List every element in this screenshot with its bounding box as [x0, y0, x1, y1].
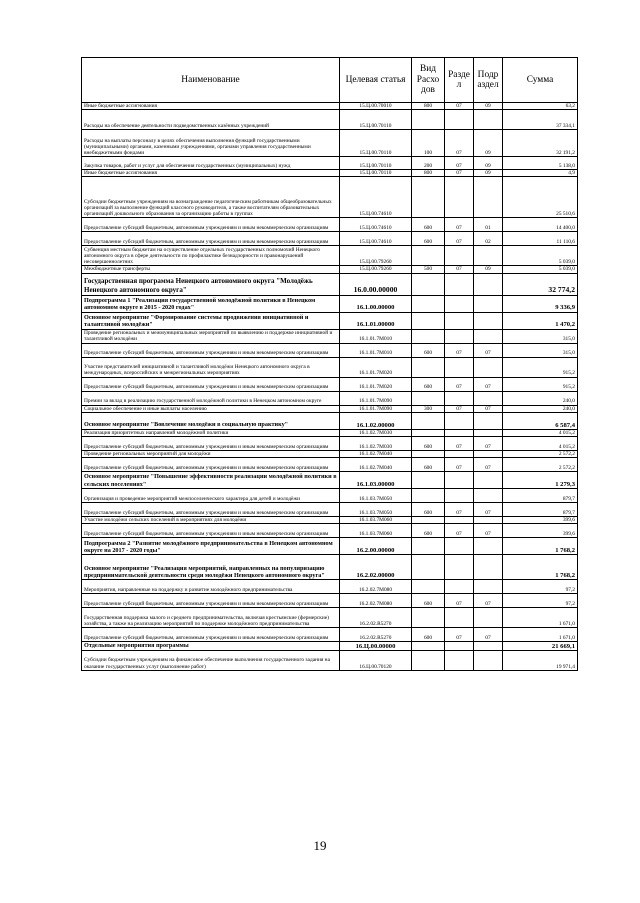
cell-name: Иные бюджетные ассигнования — [82, 170, 340, 177]
cell-sum: 1 768,2 — [503, 538, 578, 555]
table-row — [82, 555, 578, 580]
budget-table — [81, 57, 578, 671]
cell-name: Предоставление субсидий бюджетным, автономным учреждениям и иным некоммерческим организациям — [82, 594, 340, 608]
cell-razd — [445, 295, 474, 312]
cell-razd: 07 — [445, 628, 474, 642]
cell-podr: 02 — [474, 232, 503, 246]
table-row — [82, 608, 578, 628]
cell-vid — [412, 472, 445, 489]
cell-vid: 600 — [412, 458, 445, 472]
cell-podr: 07 — [474, 524, 503, 538]
table-row — [82, 451, 578, 458]
cell-razd: 07 — [445, 458, 474, 472]
table-row — [82, 642, 578, 650]
cell-podr — [474, 472, 503, 489]
cell-razd — [445, 555, 474, 580]
cell-vid: 600 — [412, 218, 445, 232]
cell-code: 16.1.03.7М060 — [340, 524, 412, 538]
table-row — [82, 177, 578, 218]
cell-code: 16.1.02.7М040 — [340, 451, 412, 458]
cell-razd: 07 — [445, 437, 474, 451]
table-row — [82, 437, 578, 451]
cell-podr — [474, 110, 503, 130]
cell-podr: 07 — [474, 405, 503, 412]
cell-name: Закупка товаров, работ и услуг для обеспечения государственных (муниципальных) нужд — [82, 157, 340, 170]
cell-podr — [474, 357, 503, 377]
table-row — [82, 343, 578, 357]
cell-vid — [412, 489, 445, 503]
table-row — [82, 524, 578, 538]
cell-razd: 07 — [445, 524, 474, 538]
cell-sum: 915,2 — [503, 377, 578, 391]
cell-vid: 200 — [412, 157, 445, 170]
cell-razd — [445, 412, 474, 429]
table-row — [82, 472, 578, 489]
cell-podr — [474, 642, 503, 650]
cell-podr: 07 — [474, 377, 503, 391]
header-vid: Вид Расхо дов — [412, 58, 445, 103]
cell-razd: 07 — [445, 343, 474, 357]
cell-razd — [445, 273, 474, 295]
cell-razd: 07 — [445, 266, 474, 273]
table-row — [82, 405, 578, 412]
cell-code: 16.1.01.7М010 — [340, 329, 412, 343]
cell-sum: 240,0 — [503, 391, 578, 405]
cell-vid — [412, 295, 445, 312]
cell-name: Подпрограмма 1 "Реализация государственной молодёжной политики в Ненецком автономном округе в 2015 - 2020 годах" — [82, 295, 340, 312]
cell-name: Субсидии бюджетным учреждениям на финансовое обеспечение выполнения государственного задания на оказание государственных услуг (выполнение работ) — [82, 650, 340, 670]
cell-name: Предоставление субсидий бюджетным, автономным учреждениям и иным некоммерческим организациям — [82, 524, 340, 538]
cell-podr — [474, 538, 503, 555]
cell-podr: 07 — [474, 594, 503, 608]
cell-name: Межбюджетные трансферты — [82, 266, 340, 273]
cell-name: Основное мероприятие "Вовлечение молодёжи в социальную практику" — [82, 412, 340, 429]
cell-razd: 07 — [445, 218, 474, 232]
cell-vid: 600 — [412, 524, 445, 538]
cell-code: 16.Ц.00.00000 — [340, 642, 412, 650]
cell-sum: 5 039,0 — [503, 246, 578, 266]
cell-sum: 37 334,1 — [503, 110, 578, 130]
cell-vid — [412, 650, 445, 670]
cell-code: 16.1.03.00000 — [340, 472, 412, 489]
cell-code: 16.1.00.00000 — [340, 295, 412, 312]
cell-podr — [474, 580, 503, 594]
header-podr: Подр аздел — [474, 58, 503, 103]
cell-sum: 5 138,0 — [503, 157, 578, 170]
cell-podr: 07 — [474, 628, 503, 642]
cell-sum: 5 039,0 — [503, 266, 578, 273]
cell-code: 16.1.03.7М060 — [340, 517, 412, 524]
cell-podr — [474, 650, 503, 670]
table-row — [82, 594, 578, 608]
cell-code: 16.2.02.R5270 — [340, 608, 412, 628]
cell-vid — [412, 391, 445, 405]
cell-name: Основное мероприятие "Повышение эффективности реализации молодёжной политики в сельских поселениях" — [82, 472, 340, 489]
cell-vid: 800 — [412, 170, 445, 177]
table-row — [82, 377, 578, 391]
cell-sum: 315,0 — [503, 343, 578, 357]
cell-code: 15.Ц.00.70110 — [340, 157, 412, 170]
cell-sum: 97,2 — [503, 580, 578, 594]
cell-name: Предоставление субсидий бюджетным, автономным учреждениям и иным некоммерческим организациям — [82, 232, 340, 246]
cell-podr — [474, 246, 503, 266]
cell-vid: 600 — [412, 232, 445, 246]
table-row — [82, 357, 578, 377]
table-row — [82, 295, 578, 312]
cell-podr: 07 — [474, 503, 503, 517]
cell-name: Предоставление субсидий бюджетным, автономным учреждениям и иным некоммерческим организациям — [82, 343, 340, 357]
cell-sum: 1 470,2 — [503, 312, 578, 329]
cell-vid: 100 — [412, 130, 445, 157]
cell-name: Расходы на обеспечение деятельности подведомственных казённых учреждений — [82, 110, 340, 130]
cell-vid: 500 — [412, 266, 445, 273]
cell-sum: 915,2 — [503, 357, 578, 377]
page-number: 19 — [313, 838, 327, 853]
cell-razd — [445, 312, 474, 329]
cell-name: Организация и проведение мероприятий межпоселенческого характера для детей и молодёжи — [82, 489, 340, 503]
cell-sum: 1 279,3 — [503, 472, 578, 489]
cell-razd: 07 — [445, 170, 474, 177]
cell-code: 16.2.02.7М080 — [340, 580, 412, 594]
table-row — [82, 489, 578, 503]
cell-sum: 4 015,2 — [503, 429, 578, 436]
cell-code: 16.1.02.00000 — [340, 412, 412, 429]
cell-podr: 07 — [474, 437, 503, 451]
cell-sum: 399,6 — [503, 517, 578, 524]
cell-name: Субвенция местным бюджетам на осуществление отдельных государственных полномочий Ненецкого автономного округа в сфере деятельности по профилактике безнадзорности и правонарушений несовершеннолетних — [82, 246, 340, 266]
cell-name: Мероприятия, направленные на поддержку и развитие молодёжного предпринимательства — [82, 580, 340, 594]
cell-sum: 14 400,0 — [503, 218, 578, 232]
cell-sum: 6 587,4 — [503, 412, 578, 429]
cell-razd — [445, 608, 474, 628]
cell-code: 16.1.01.7М090 — [340, 405, 412, 412]
cell-name: Предоставление субсидий бюджетным, автономным учреждениям и иным некоммерческим организациям — [82, 218, 340, 232]
cell-podr: 09 — [474, 103, 503, 110]
cell-name: Социальное обеспечение и иные выплаты населению — [82, 405, 340, 412]
cell-name: Основное мероприятие "Реализация мероприятий, направленных на популяризацию предпринимательской деятельности среди молодёжи Ненецкого автономного округа" — [82, 555, 340, 580]
table-row — [82, 246, 578, 266]
cell-razd: 07 — [445, 157, 474, 170]
table-row — [82, 232, 578, 246]
cell-name: Основное мероприятие "Формирование системы продвижения инициативной и талантливой молодёжи" — [82, 312, 340, 329]
cell-vid: 600 — [412, 594, 445, 608]
table-row — [82, 503, 578, 517]
cell-vid — [412, 517, 445, 524]
cell-razd — [445, 451, 474, 458]
cell-name: Подпрограмма 2 "Развитие молодёжного предпринимательства в Ненецком автономном округе на 2017 - 2020 годы" — [82, 538, 340, 555]
cell-name: Расходы на выплаты персоналу в целях обеспечения выполнения функций государственными (муниципальными) органами, казенными учреждениями, органами управления государственными внебюджетными фондами — [82, 130, 340, 157]
cell-sum: 399,6 — [503, 524, 578, 538]
table-header-row — [82, 58, 578, 103]
cell-razd — [445, 246, 474, 266]
cell-podr — [474, 312, 503, 329]
cell-code: 15.Ц.00.70110 — [340, 170, 412, 177]
table-row — [82, 517, 578, 524]
cell-vid: 600 — [412, 343, 445, 357]
cell-sum: 315,0 — [503, 329, 578, 343]
table-row — [82, 103, 578, 110]
table-body — [82, 103, 578, 671]
cell-vid — [412, 246, 445, 266]
cell-name: Участие представителей инициативной и талантливой молодёжи Ненецкого автономного округа в международных, всероссийских и межрегиональных мероприятиях — [82, 357, 340, 377]
cell-sum: 32 774,2 — [503, 273, 578, 295]
cell-code: 16.1.02.7М030 — [340, 429, 412, 436]
cell-razd — [445, 580, 474, 594]
cell-razd: 07 — [445, 594, 474, 608]
cell-podr — [474, 329, 503, 343]
cell-podr — [474, 489, 503, 503]
cell-razd — [445, 517, 474, 524]
table-row — [82, 312, 578, 329]
cell-sum: 1 768,2 — [503, 555, 578, 580]
cell-podr: 07 — [474, 458, 503, 472]
cell-podr: 09 — [474, 266, 503, 273]
cell-sum: 19 971,4 — [503, 650, 578, 670]
cell-name: Отдельные мероприятия программы — [82, 642, 340, 650]
cell-sum: 32 191,2 — [503, 130, 578, 157]
cell-razd: 07 — [445, 405, 474, 412]
cell-razd — [445, 391, 474, 405]
cell-name: Государственная поддержка малого и среднего предпринимательства, включая крестьянские (фермерские) хозяйства, а также на реализацию мероприятий по поддержке молодёжного предпринимательства — [82, 608, 340, 628]
cell-vid — [412, 357, 445, 377]
cell-razd — [445, 538, 474, 555]
cell-razd — [445, 489, 474, 503]
cell-vid — [412, 429, 445, 436]
cell-sum: 4,9 — [503, 170, 578, 177]
header-name: Наименование — [82, 58, 340, 103]
cell-sum: 25 510,6 — [503, 177, 578, 218]
cell-sum: 11 110,6 — [503, 232, 578, 246]
cell-razd — [445, 429, 474, 436]
cell-vid — [412, 329, 445, 343]
cell-podr: 09 — [474, 170, 503, 177]
cell-vid: 600 — [412, 503, 445, 517]
cell-podr — [474, 177, 503, 218]
cell-podr: 09 — [474, 157, 503, 170]
cell-code: 15.Ц.00.74610 — [340, 218, 412, 232]
cell-razd: 07 — [445, 232, 474, 246]
cell-podr — [474, 555, 503, 580]
cell-code: 16.1.01.7М010 — [340, 343, 412, 357]
header-razd: Разде л — [445, 58, 474, 103]
cell-sum: 21 669,1 — [503, 642, 578, 650]
cell-vid — [412, 451, 445, 458]
cell-name: Проведение региональных и межмуниципальных мероприятий по выявлению и поддержке инициативной и талантливой молодёжи — [82, 329, 340, 343]
table-row — [82, 391, 578, 405]
table-row — [82, 266, 578, 273]
cell-vid — [412, 312, 445, 329]
cell-sum: 2 572,2 — [503, 458, 578, 472]
cell-sum: 1 671,0 — [503, 608, 578, 628]
table-row — [82, 273, 578, 295]
table-row — [82, 458, 578, 472]
cell-vid — [412, 538, 445, 555]
cell-code: 16.Ц.00.70120 — [340, 650, 412, 670]
cell-razd — [445, 472, 474, 489]
cell-vid — [412, 555, 445, 580]
table-row — [82, 329, 578, 343]
cell-code: 16.1.03.7М050 — [340, 489, 412, 503]
cell-code: 15.Ц.00.74610 — [340, 177, 412, 218]
cell-code: 16.2.02.R5270 — [340, 628, 412, 642]
cell-sum: 97,2 — [503, 594, 578, 608]
cell-podr — [474, 451, 503, 458]
cell-name: Предоставление субсидий бюджетным, автономным учреждениям и иным некоммерческим организациям — [82, 503, 340, 517]
cell-name: Участие молодёжи сельских поселений в мероприятиях для молодёжи — [82, 517, 340, 524]
table-row — [82, 170, 578, 177]
table-row — [82, 628, 578, 642]
cell-razd: 07 — [445, 503, 474, 517]
cell-podr — [474, 517, 503, 524]
header-sum: Сумма — [503, 58, 578, 103]
cell-sum: 4 015,2 — [503, 437, 578, 451]
cell-vid: 300 — [412, 405, 445, 412]
cell-code: 16.0.00.00000 — [340, 273, 412, 295]
cell-name: Предоставление субсидий бюджетным, автономным учреждениям и иным некоммерческим организациям — [82, 437, 340, 451]
cell-code: 16.1.01.7М020 — [340, 377, 412, 391]
cell-podr — [474, 391, 503, 405]
cell-razd — [445, 650, 474, 670]
cell-razd: 07 — [445, 377, 474, 391]
cell-sum: 63,2 — [503, 103, 578, 110]
cell-code: 16.1.01.7М090 — [340, 391, 412, 405]
cell-razd: 07 — [445, 130, 474, 157]
cell-name: Проведение региональных мероприятий для молодёжи — [82, 451, 340, 458]
cell-razd — [445, 357, 474, 377]
cell-name: Реализация приоритетных направлений молодёжной политики — [82, 429, 340, 436]
cell-podr — [474, 295, 503, 312]
cell-podr — [474, 608, 503, 628]
cell-sum: 9 336,9 — [503, 295, 578, 312]
cell-sum: 240,0 — [503, 405, 578, 412]
cell-name: Предоставление субсидий бюджетным, автономным учреждениям и иным некоммерческим организациям — [82, 458, 340, 472]
cell-podr — [474, 412, 503, 429]
cell-razd — [445, 177, 474, 218]
cell-name: Премии за вклад в реализацию государственной молодёжной политики в Ненецком автономном округе — [82, 391, 340, 405]
cell-code: 16.2.00.00000 — [340, 538, 412, 555]
cell-code: 15.Ц.00.70110 — [340, 110, 412, 130]
table-row — [82, 429, 578, 436]
cell-sum: 879,7 — [503, 489, 578, 503]
cell-vid — [412, 580, 445, 594]
table-row — [82, 110, 578, 130]
cell-name: Предоставление субсидий бюджетным, автономным учреждениям и иным некоммерческим организациям — [82, 377, 340, 391]
table-row — [82, 218, 578, 232]
cell-sum: 2 572,2 — [503, 451, 578, 458]
cell-vid — [412, 177, 445, 218]
table-row — [82, 130, 578, 157]
cell-razd — [445, 329, 474, 343]
cell-code: 15.Ц.00.70110 — [340, 130, 412, 157]
table-row — [82, 412, 578, 429]
table-row — [82, 580, 578, 594]
cell-code: 15.Ц.00.70010 — [340, 103, 412, 110]
table-row — [82, 650, 578, 670]
cell-code: 16.2.02.00000 — [340, 555, 412, 580]
cell-sum: 1 671,0 — [503, 628, 578, 642]
cell-name: Государственная программа Ненецкого автономного округа "Молодёжь Ненецкого автономного округа" — [82, 273, 340, 295]
cell-sum: 879,7 — [503, 503, 578, 517]
cell-vid — [412, 273, 445, 295]
cell-podr — [474, 429, 503, 436]
cell-podr — [474, 273, 503, 295]
cell-code: 16.1.02.7М030 — [340, 437, 412, 451]
cell-name: Предоставление субсидий бюджетным, автономным учреждениям и иным некоммерческим организациям — [82, 628, 340, 642]
cell-podr: 01 — [474, 218, 503, 232]
cell-razd: 07 — [445, 103, 474, 110]
cell-code: 15.Ц.00.79260 — [340, 246, 412, 266]
cell-vid — [412, 412, 445, 429]
cell-code: 16.1.02.7М040 — [340, 458, 412, 472]
cell-vid — [412, 642, 445, 650]
cell-vid: 800 — [412, 103, 445, 110]
cell-code: 16.1.01.00000 — [340, 312, 412, 329]
cell-code: 15.Ц.00.74610 — [340, 232, 412, 246]
header-code: Целевая статья — [340, 58, 412, 103]
cell-vid — [412, 110, 445, 130]
cell-code: 16.1.01.7М020 — [340, 357, 412, 377]
cell-code: 15.Ц.00.79260 — [340, 266, 412, 273]
cell-code: 16.2.02.7М080 — [340, 594, 412, 608]
cell-vid: 600 — [412, 628, 445, 642]
cell-razd — [445, 110, 474, 130]
cell-vid: 600 — [412, 437, 445, 451]
cell-podr: 07 — [474, 343, 503, 357]
cell-vid: 600 — [412, 377, 445, 391]
table-row — [82, 538, 578, 555]
cell-razd — [445, 642, 474, 650]
cell-code: 16.1.03.7М050 — [340, 503, 412, 517]
cell-name: Иные бюджетные ассигнования — [82, 103, 340, 110]
cell-podr: 09 — [474, 130, 503, 157]
cell-vid — [412, 608, 445, 628]
table-row — [82, 157, 578, 170]
cell-name: Субсидии бюджетным учреждениям на вознаграждение педагогическим работникам общеобразовательных организаций за выполнение функций классного руководителя, а также воспитателям образовательных организаций дошкольного образования за организацию работы в группах — [82, 177, 340, 218]
